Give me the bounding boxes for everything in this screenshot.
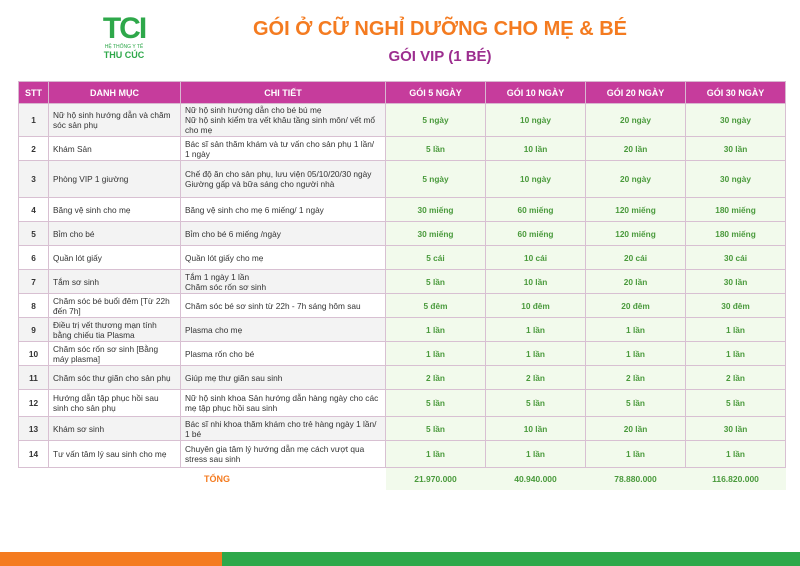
row-detail-line: Chăm sóc rốn sơ sinh [185, 281, 267, 292]
header-20-days: GÓI 20 NGÀY [586, 82, 686, 104]
row-category: Chăm sóc thư giãn cho sản phụ [49, 366, 181, 390]
row-detail [181, 222, 386, 246]
row-detail [181, 318, 386, 342]
row-detail [181, 417, 386, 441]
row-value: 30 lần [686, 270, 786, 294]
row-detail [181, 246, 386, 270]
row-category: Nữ hộ sinh hướng dẫn và chăm sóc sản phụ [49, 104, 181, 137]
row-value: 2 lần [586, 366, 686, 390]
row-category: Khám sơ sinh [49, 417, 181, 441]
row-value: 5 lần [386, 417, 486, 441]
table-row [19, 390, 786, 417]
table-row [19, 417, 786, 441]
row-detail-line: Chuyên gia tâm lý hướng dẫn mẹ cách vượt qua stress sau sinh [185, 444, 365, 464]
row-value: 30 lần [686, 417, 786, 441]
row-value: 30 lần [686, 137, 786, 161]
table-row [19, 366, 786, 390]
row-value: 30 ngày [686, 161, 786, 198]
row-detail-line: Chăm sóc bé sơ sinh từ 22h - 7h sáng hôm sau [185, 300, 361, 311]
table-row [19, 441, 786, 468]
table-row [19, 342, 786, 366]
row-category: Tắm sơ sinh [49, 270, 181, 294]
row-value: 5 lần [386, 137, 486, 161]
row-value: 20 ngày [586, 104, 686, 137]
row-detail-line: Plasma cho mẹ [185, 324, 243, 335]
row-value: 2 lần [686, 366, 786, 390]
row-value: 5 lần [586, 390, 686, 417]
header-10-days: GÓI 10 NGÀY [486, 82, 586, 104]
row-value: 20 đêm [586, 294, 686, 318]
row-value: 60 miếng [486, 222, 586, 246]
total-value: 40.940.000 [486, 468, 586, 491]
row-category: Điều trị vết thương mạn tính bằng chiếu tia Plasma [49, 318, 181, 342]
row-detail-line: Plasma rốn cho bé [185, 348, 255, 359]
row-value: 30 cái [686, 246, 786, 270]
row-value: 5 ngày [386, 104, 486, 137]
row-value: 1 lần [486, 441, 586, 468]
row-value: 10 lần [486, 270, 586, 294]
row-stt: 4 [19, 198, 49, 222]
row-value: 5 cái [386, 246, 486, 270]
row-stt: 9 [19, 318, 49, 342]
row-value: 1 lần [686, 318, 786, 342]
row-stt: 13 [19, 417, 49, 441]
row-detail [181, 104, 386, 137]
row-value: 1 lần [686, 441, 786, 468]
table-row [19, 270, 786, 294]
row-detail [181, 198, 386, 222]
row-value: 20 ngày [586, 161, 686, 198]
row-detail [181, 294, 386, 318]
row-stt: 5 [19, 222, 49, 246]
row-detail-line: Chế độ ăn cho sản phụ, lưu viện 05/10/20/30 ngày [185, 169, 372, 179]
row-value: 20 cái [586, 246, 686, 270]
row-category: Phòng VIP 1 giường [49, 161, 181, 198]
row-category: Chăm sóc rốn sơ sinh [Bằng máy plasma] [49, 342, 181, 366]
row-category: Khám Sản [49, 137, 181, 161]
row-stt: 10 [19, 342, 49, 366]
package-table [18, 81, 786, 490]
row-value: 5 lần [386, 270, 486, 294]
row-detail-line: Nữ hộ sinh kiểm tra vết khâu tầng sinh môn/ vết mổ cho mẹ [185, 115, 376, 135]
table-row [19, 246, 786, 270]
row-value: 1 lần [486, 318, 586, 342]
row-category: Bỉm cho bé [49, 222, 181, 246]
row-detail [181, 137, 386, 161]
row-detail [181, 441, 386, 468]
row-stt: 1 [19, 104, 49, 137]
row-stt: 11 [19, 366, 49, 390]
row-detail-line: Quần lót giấy cho mẹ [185, 252, 264, 263]
row-category: Tư vấn tâm lý sau sinh cho mẹ [49, 441, 181, 468]
row-value: 1 lần [586, 318, 686, 342]
row-stt: 6 [19, 246, 49, 270]
row-value: 120 miếng [586, 198, 686, 222]
header-category: DANH MỤC [49, 82, 181, 104]
header-5-days: GÓI 5 NGÀY [386, 82, 486, 104]
row-category: Chăm sóc bé buổi đêm [Từ 22h đến 7h] [49, 294, 181, 318]
row-stt: 3 [19, 161, 49, 198]
row-value: 30 miếng [386, 222, 486, 246]
row-value: 2 lần [486, 366, 586, 390]
row-value: 1 lần [386, 342, 486, 366]
row-detail-line: Giường gấp và bữa sáng cho người nhà [185, 179, 335, 189]
total-value: 78.880.000 [586, 468, 686, 491]
row-value: 2 lần [386, 366, 486, 390]
row-value: 5 lần [386, 390, 486, 417]
row-value: 1 lần [386, 441, 486, 468]
row-detail-line: Tắm 1 ngày 1 lần [185, 271, 250, 282]
row-value: 10 cái [486, 246, 586, 270]
row-value: 30 miếng [386, 198, 486, 222]
row-value: 30 đêm [686, 294, 786, 318]
logo-mark: TCI [102, 12, 146, 45]
total-row [19, 468, 786, 491]
row-value: 180 miếng [686, 222, 786, 246]
header-detail: CHI TIẾT [181, 82, 386, 104]
table-row [19, 294, 786, 318]
row-detail-line: Bác sĩ sản thăm khám và tư vấn cho sản phụ 1 lần/ 1 ngày [185, 138, 375, 159]
table-row [19, 222, 786, 246]
row-category: Quần lót giấy [49, 246, 181, 270]
row-value: 5 ngày [386, 161, 486, 198]
row-value: 5 lần [486, 390, 586, 417]
row-value: 1 lần [586, 342, 686, 366]
row-value: 20 lần [586, 417, 686, 441]
header-30-days: GÓI 30 NGÀY [686, 82, 786, 104]
page-title: GÓI Ở CỮ NGHỈ DƯỠNG CHO MẸ & BÉ [253, 18, 627, 40]
total-label: TỔNG [204, 474, 230, 484]
row-detail-line: Giúp mẹ thư giãn sau sinh [185, 372, 283, 383]
row-stt: 7 [19, 270, 49, 294]
row-value: 10 ngày [486, 104, 586, 137]
row-value: 10 đêm [486, 294, 586, 318]
row-value: 10 ngày [486, 161, 586, 198]
table-header-row [19, 82, 786, 104]
row-value: 60 miếng [486, 198, 586, 222]
row-detail [181, 366, 386, 390]
table-row [19, 104, 786, 137]
row-value: 1 lần [586, 441, 686, 468]
row-detail-line: Bác sĩ nhi khoa thăm khám cho trẻ hàng ngày 1 lần/ 1 bé [185, 418, 377, 439]
row-value: 10 lần [486, 137, 586, 161]
row-value: 10 lần [486, 417, 586, 441]
table-row [19, 137, 786, 161]
row-value: 1 lần [686, 342, 786, 366]
total-value: 21.970.000 [386, 468, 486, 491]
total-spacer [19, 468, 49, 491]
row-stt: 2 [19, 137, 49, 161]
header-stt: STT [19, 82, 49, 104]
page-subtitle: GÓI VIP (1 BÉ) [388, 48, 492, 65]
row-stt: 8 [19, 294, 49, 318]
row-stt: 14 [19, 441, 49, 468]
row-value: 180 miếng [686, 198, 786, 222]
row-value: 1 lần [486, 342, 586, 366]
logo-name: THU CÚC [103, 50, 145, 60]
row-value: 5 lần [686, 390, 786, 417]
row-value: 30 ngày [686, 104, 786, 137]
row-detail [181, 270, 386, 294]
row-value: 20 lần [586, 270, 686, 294]
row-value: 120 miếng [586, 222, 686, 246]
table-row [19, 318, 786, 342]
row-detail-line: Nữ hộ sinh hướng dẫn cho bé bú mẹ [185, 105, 322, 115]
row-detail-line: Bỉm cho bé 6 miếng /ngày [185, 228, 281, 239]
row-category: Hướng dẫn tập phục hồi sau sinh cho sản phụ [49, 390, 181, 417]
row-detail-line: Nữ hộ sinh khoa Sản hướng dẫn hàng ngày cho các mẹ tập phục hồi sau sinh [185, 393, 379, 413]
total-value: 116.820.000 [686, 468, 786, 491]
footer-bar-green [222, 552, 800, 566]
row-detail [181, 342, 386, 366]
row-value: 5 đêm [386, 294, 486, 318]
table-row [19, 161, 786, 198]
row-detail [181, 161, 386, 198]
table-row [19, 198, 786, 222]
row-detail [181, 390, 386, 417]
footer-bar-orange [0, 552, 222, 566]
row-stt: 12 [19, 390, 49, 417]
row-detail-line: Băng vệ sinh cho mẹ 6 miếng/ 1 ngày [185, 204, 324, 215]
row-category: Băng vệ sinh cho mẹ [49, 198, 181, 222]
logo-subtitle: HỆ THỐNG Y TẾ [104, 44, 144, 50]
row-value: 1 lần [386, 318, 486, 342]
row-value: 20 lần [586, 137, 686, 161]
